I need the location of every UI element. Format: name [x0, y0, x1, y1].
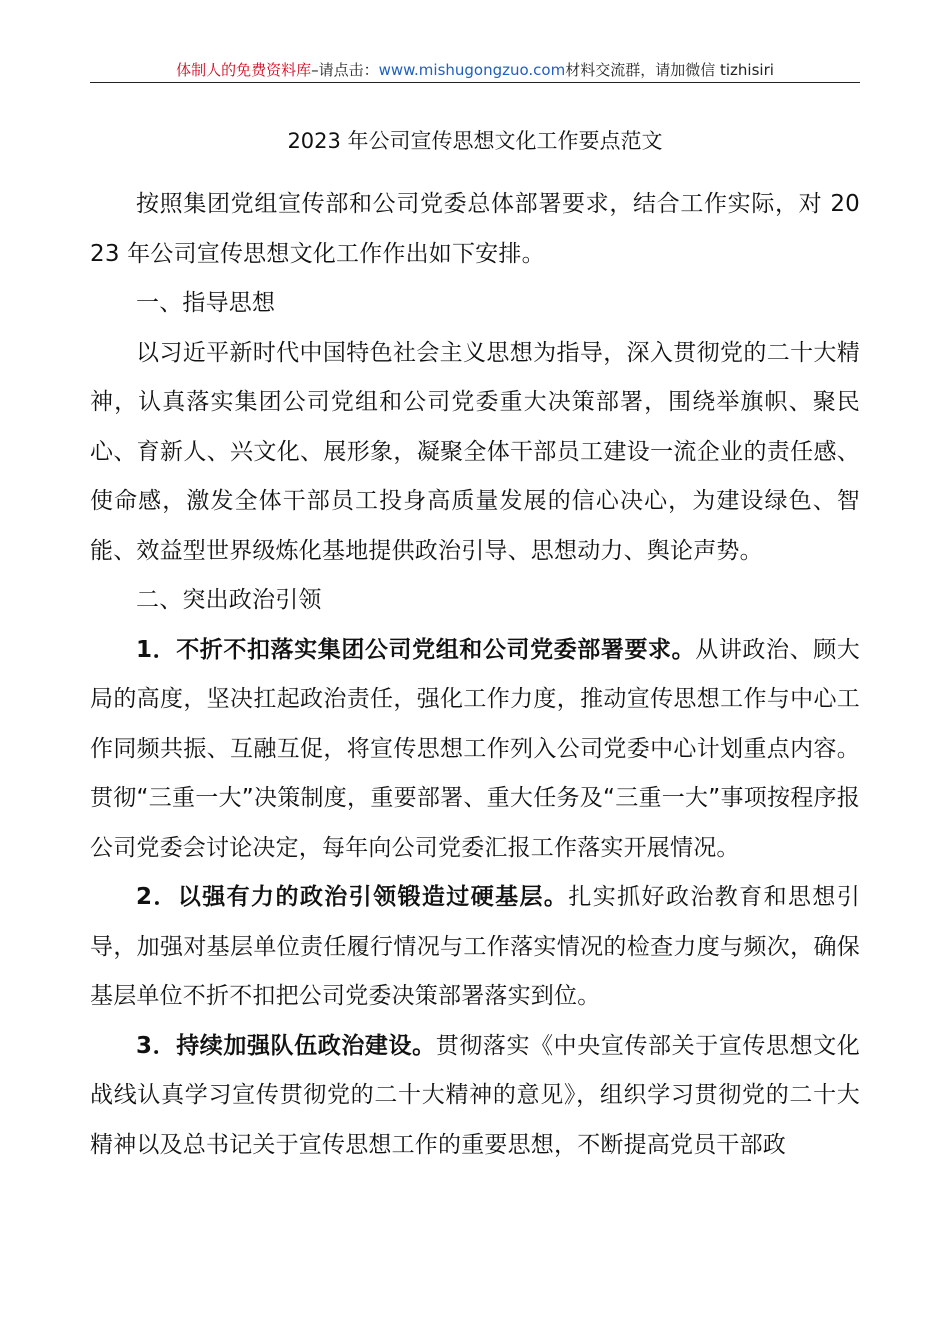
- document-title: 2023 年公司宣传思想文化工作要点范文: [287, 129, 663, 153]
- item-lead: 1．不折不扣落实集团公司党组和公司党委部署要求。: [136, 636, 696, 663]
- section-heading-political-guidance: 二、突出政治引领: [136, 587, 322, 613]
- item-lead: 2．以强有力的政治引领锻造过硬基层。: [136, 884, 569, 910]
- intro-paragraph: 按照集团党组宣传部和公司党委总体部署要求，结合工作实际，对 2023 年公司宣传思想文化工作作出如下安排。: [90, 191, 860, 267]
- header-brand: 体制人的免费资料库: [176, 61, 312, 79]
- item-body: 扎实抓好政治教育和思想引导，加强对基层单位责任履行情况与工作落实情况的检查力度与频次，确保基层单位不折不扣把公司党委决策部署落实到位。: [90, 884, 860, 1009]
- section-heading-guiding-thought: 一、指导思想: [136, 290, 276, 316]
- item-body: 从讲政治、顾大局的高度，坚决扛起政治责任，强化工作力度，推动宣传思想工作与中心工作同频共振、互融互促，将宣传思想工作列入公司党委中心计划重点内容。贯彻“三重一大”决策制度，重要部署、重大任务及“三重一大”事项按程序报公司党委会讨论决定，每年向公司党委汇报工作落实开展情况。: [90, 636, 860, 861]
- item-lead: 3．持续加强队伍政治建设。: [136, 1032, 436, 1059]
- header-prompt: –请点击：: [311, 61, 379, 79]
- document-body: [90, 180, 860, 1170]
- list-item: [90, 626, 860, 874]
- header-note: 材料交流群，请加微信 tizhisiri: [565, 61, 774, 79]
- list-item: [90, 1022, 860, 1171]
- item-body: 贯彻落实《中央宣传部关于宣传思想文化战线认真学习宣传贯彻党的二十大精神的意见》，组织学习贯彻党的二十大精神以及总书记关于宣传思想工作的重要思想，不断提高党员干部政: [90, 1032, 860, 1158]
- page-header: [90, 58, 860, 83]
- guiding-thought-paragraph: 以习近平新时代中国特色社会主义思想为指导，深入贯彻党的二十大精神，认真落实集团公司党组和公司党委重大决策部署，围绕举旗帜、聚民心、育新人、兴文化、展形象，凝聚全体干部员工建设一流企业的责任感、使命感，激发全体干部员工投身高质量发展的信心决心，为建设绿色、智能、效益型世界级炼化基地提供政治引导、思想动力、舆论声势。: [90, 339, 860, 564]
- header-url-link[interactable]: www.mishugongzuo.com: [378, 61, 566, 79]
- list-item: [90, 873, 860, 1022]
